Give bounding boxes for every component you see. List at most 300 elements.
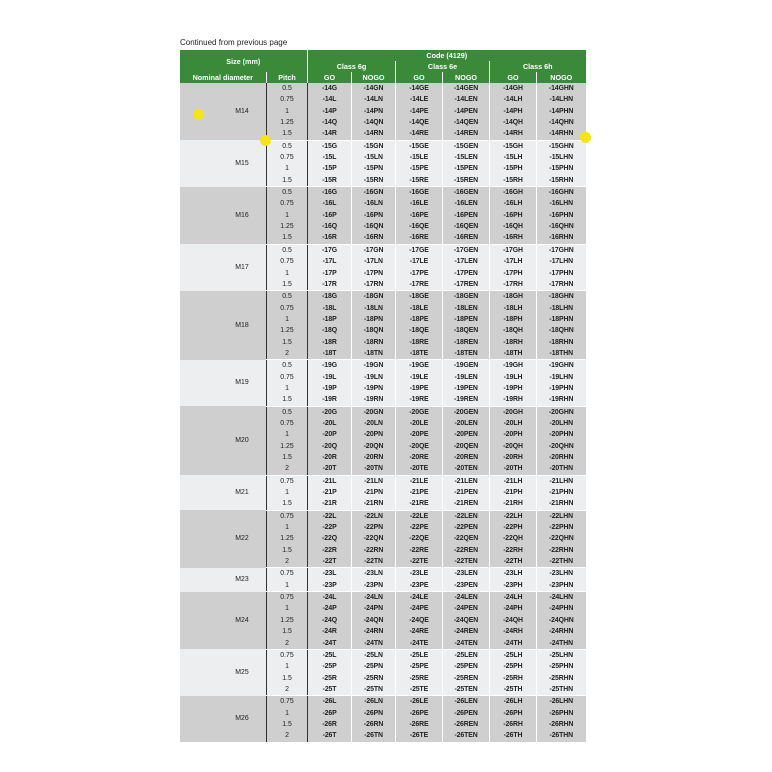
go-6h-cell: -24PH: [490, 603, 537, 614]
nogo-6e-cell: -22TEN: [443, 556, 490, 568]
pitch-cell: 1: [267, 522, 308, 533]
go-6e-cell: -21PE: [396, 487, 443, 498]
go-6e-cell: -15PE: [396, 163, 443, 174]
go-6g-cell: -22R: [308, 545, 352, 556]
nominal-diameter-cell: [180, 360, 267, 406]
pitch-cell: 2: [267, 556, 308, 568]
go-6h-cell: -14GH: [490, 83, 537, 94]
go-6e-cell: -26RE: [396, 719, 443, 730]
nogo-6g-cell: -26TN: [352, 730, 396, 742]
go-6g-cell: -20P: [308, 429, 352, 440]
nogo-6e-cell: -22QEN: [443, 533, 490, 544]
pitch-cell: 0.5: [267, 360, 308, 372]
pitch-cell: 1.5: [267, 498, 308, 510]
pitch-cell: 0.5: [267, 244, 308, 256]
nogo-6g-cell: -22PN: [352, 522, 396, 533]
nogo-6e-cell: -18GEN: [443, 291, 490, 303]
go-6g-cell: -21R: [308, 498, 352, 510]
nominal-diameter-cell: [180, 406, 267, 475]
nogo-6h-cell: -20GHN: [537, 406, 586, 418]
nogo-6g-cell: -17GN: [352, 244, 396, 256]
nominal-diameter-cell: [180, 291, 267, 360]
go-6e-cell: -25PE: [396, 661, 443, 672]
nogo-6g-cell: -14RN: [352, 128, 396, 140]
go-6h-cell: -25LH: [490, 649, 537, 661]
go-6e-cell: -17LE: [396, 256, 443, 267]
nogo-6e-cell: -19LEN: [443, 372, 490, 383]
nogo-6g-cell: -15LN: [352, 152, 396, 163]
nogo-6g-cell: -14LN: [352, 94, 396, 105]
go-6e-cell: -16LE: [396, 198, 443, 209]
go-6h-cell: -17RH: [490, 279, 537, 291]
nogo-6g-cell: -22TN: [352, 556, 396, 568]
go-6g-cell: -22P: [308, 522, 352, 533]
go-6e-cell: -15RE: [396, 175, 443, 187]
go-6h-cell: -17GH: [490, 244, 537, 256]
nogo-6g-cell: -15PN: [352, 163, 396, 174]
table-row: [180, 187, 586, 199]
nominal-diameter-cell: [180, 592, 267, 650]
go-6e-cell: -24RE: [396, 626, 443, 637]
go-6e-cell: -14PE: [396, 106, 443, 117]
nogo-6e-cell: -18TEN: [443, 348, 490, 360]
nogo-6h-cell: -16QHN: [537, 221, 586, 232]
nogo-6e-cell: -26LEN: [443, 696, 490, 708]
go-6g-cell: -20L: [308, 418, 352, 429]
pitch-cell: 0.75: [267, 475, 308, 487]
nogo-6h-cell: -21RHN: [537, 498, 586, 510]
go-6e-cell: -25LE: [396, 649, 443, 661]
nogo-6e-cell: -26REN: [443, 719, 490, 730]
nogo-6e-cell: -15LEN: [443, 152, 490, 163]
go-6g-cell: -26R: [308, 719, 352, 730]
go-6h-cell: -23LH: [490, 568, 537, 580]
nogo-6g-cell: -19PN: [352, 383, 396, 394]
nogo-6e-cell: -25PEN: [443, 661, 490, 672]
nogo-6e-cell: -17LEN: [443, 256, 490, 267]
nogo-6e-cell: -15PEN: [443, 163, 490, 174]
pitch-cell: 2: [267, 684, 308, 696]
nogo-6e-cell: -18REN: [443, 337, 490, 348]
nogo-6h-cell: -22THN: [537, 556, 586, 568]
class-6h-header: Class 6h: [490, 61, 586, 72]
nogo-6h-cell: -24LHN: [537, 592, 586, 604]
go-6h-cell: -20GH: [490, 406, 537, 418]
pitch-cell: 0.75: [267, 418, 308, 429]
pitch-cell: 1: [267, 603, 308, 614]
nogo-6g-cell: -25TN: [352, 684, 396, 696]
nogo-6h-cell: -24THN: [537, 638, 586, 650]
go-6g-cell: -14L: [308, 94, 352, 105]
nogo-6e-cell: -25TEN: [443, 684, 490, 696]
nogo-6g-cell: -24QN: [352, 615, 396, 626]
pitch-cell: 0.75: [267, 303, 308, 314]
go-6h-cell: -16QH: [490, 221, 537, 232]
go-6g-cell: -16P: [308, 210, 352, 221]
nogo-6h-cell: -14LHN: [537, 94, 586, 105]
pitch-cell: 1.25: [267, 533, 308, 544]
go-6h-cell: -26PH: [490, 708, 537, 719]
nogo-6h-cell: -23LHN: [537, 568, 586, 580]
go-6h-cell: -21LH: [490, 475, 537, 487]
go-6e-cell: -18GE: [396, 291, 443, 303]
go-6e-cell: -24TE: [396, 638, 443, 650]
nominal-diameter-label: M14: [235, 107, 249, 115]
nogo-6e-cell: -24PEN: [443, 603, 490, 614]
nominal-diameter-label: M25: [235, 668, 249, 676]
go-6h-cell: -17LH: [490, 256, 537, 267]
go-6e-cell: -20PE: [396, 429, 443, 440]
nogo-6h-cell: -26THN: [537, 730, 586, 742]
pitch-cell: 1.5: [267, 175, 308, 187]
go-6h-cell: -16GH: [490, 187, 537, 199]
go-6e-cell: -18RE: [396, 337, 443, 348]
table-body: [180, 83, 586, 742]
go-6h-cell: -24RH: [490, 626, 537, 637]
go-6e-cell: -20RE: [396, 452, 443, 463]
nogo-6h-cell: -18GHN: [537, 291, 586, 303]
nogo-6g-cell: -19LN: [352, 372, 396, 383]
nogo-6e-cell: -18QEN: [443, 325, 490, 336]
go-6h-cell: -25RH: [490, 673, 537, 684]
nogo-6e-cell: -17GEN: [443, 244, 490, 256]
nogo-6e-cell: -24TEN: [443, 638, 490, 650]
go-6h-cell: -16PH: [490, 210, 537, 221]
go-6e-cell: -21RE: [396, 498, 443, 510]
nogo-6e-cell: -24QEN: [443, 615, 490, 626]
go-6e-cell: -16QE: [396, 221, 443, 232]
go-6h-cell: -22QH: [490, 533, 537, 544]
table-row: [180, 360, 586, 372]
pitch-cell: 1: [267, 163, 308, 174]
go-6g-cell: -25T: [308, 684, 352, 696]
nogo-6h-cell: -20PHN: [537, 429, 586, 440]
nogo-6g-cell: -23PN: [352, 580, 396, 592]
nogo-6h-cell: -14RHN: [537, 128, 586, 140]
nogo-6e-cell: -20GEN: [443, 406, 490, 418]
nogo-6g-cell: -20QN: [352, 441, 396, 452]
go-6e-cell: -20LE: [396, 418, 443, 429]
go-6g-cell: -16G: [308, 187, 352, 199]
nogo-6g-cell: -26LN: [352, 696, 396, 708]
go-6g-cell: -22Q: [308, 533, 352, 544]
nogo-6e-cell: -20LEN: [443, 418, 490, 429]
go-6e-cell: -18QE: [396, 325, 443, 336]
nogo-6h-cell: -17PHN: [537, 268, 586, 279]
go-6h-cell: -14PH: [490, 106, 537, 117]
go-6e-cell: -17GE: [396, 244, 443, 256]
nogo-6e-cell: -16GEN: [443, 187, 490, 199]
go-6e-cell: -16PE: [396, 210, 443, 221]
go-6g-cell: -15R: [308, 175, 352, 187]
nogo-6e-cell: -14GEN: [443, 83, 490, 94]
size-header: Size (mm): [180, 50, 308, 72]
pitch-cell: 1.5: [267, 626, 308, 637]
nogo-6g-cell: -16QN: [352, 221, 396, 232]
pitch-cell: 1.5: [267, 128, 308, 140]
go-6h-cell: -24TH: [490, 638, 537, 650]
pitch-cell: 1: [267, 210, 308, 221]
nogo-6h-cell: -21PHN: [537, 487, 586, 498]
nogo-6e-cell: -19PEN: [443, 383, 490, 394]
nogo-6g-cell: -18QN: [352, 325, 396, 336]
class-6e-header: Class 6e: [396, 61, 490, 72]
go-6g-cell: -18G: [308, 291, 352, 303]
go-6g-cell: -18P: [308, 314, 352, 325]
go-6h-cell: -14RH: [490, 128, 537, 140]
nogo-6g-cell: -20GN: [352, 406, 396, 418]
go-6e-cell: -15LE: [396, 152, 443, 163]
nogo-6g-cell: -18GN: [352, 291, 396, 303]
nogo-6h-cell: -18RHN: [537, 337, 586, 348]
pitch-cell: 1.5: [267, 279, 308, 291]
go-6e-cell: -22QE: [396, 533, 443, 544]
nogo-6e-cell: -21PEN: [443, 487, 490, 498]
nominal-diameter-header: Nominal diameter: [180, 72, 267, 83]
nogo-6h-cell: -19LHN: [537, 372, 586, 383]
go-6g-cell: -15L: [308, 152, 352, 163]
pitch-cell: 1.25: [267, 117, 308, 128]
nogo-6h-cell: -17LHN: [537, 256, 586, 267]
go-6h-cell: -22RH: [490, 545, 537, 556]
pitch-cell: 1.5: [267, 719, 308, 730]
go-6h-cell: -22LH: [490, 510, 537, 522]
pitch-cell: 1.5: [267, 394, 308, 406]
nogo-6h-cell: -24PHN: [537, 603, 586, 614]
go-6e-cell: -18TE: [396, 348, 443, 360]
go-6h-cell: -19LH: [490, 372, 537, 383]
nominal-diameter-cell: [180, 696, 267, 742]
pitch-cell: 1.5: [267, 673, 308, 684]
go-6h-cell: -20PH: [490, 429, 537, 440]
nogo-6h-cell: -15GHN: [537, 140, 586, 152]
nogo-6e-cell: -20QEN: [443, 441, 490, 452]
pitch-cell: 2: [267, 638, 308, 650]
nominal-diameter-label: M21: [235, 489, 249, 497]
nogo-6g-cell: -26PN: [352, 708, 396, 719]
caption: Continued from previous page: [180, 38, 288, 47]
go-6h-cell: -18LH: [490, 303, 537, 314]
go-6e-cell: -19LE: [396, 372, 443, 383]
nogo-6g-cell: -20LN: [352, 418, 396, 429]
pitch-cell: 1: [267, 580, 308, 592]
nogo-6g-cell: -26RN: [352, 719, 396, 730]
pitch-cell: 0.75: [267, 372, 308, 383]
nogo-6e-cell: -26TEN: [443, 730, 490, 742]
go-6g-cell: -18L: [308, 303, 352, 314]
table-row: [180, 83, 586, 94]
go-6e-cell: -22RE: [396, 545, 443, 556]
nominal-diameter-label: M15: [235, 159, 249, 167]
nominal-diameter-cell: [180, 187, 267, 245]
go-6g-cell: -14G: [308, 83, 352, 94]
nogo-6g-cell: -25LN: [352, 649, 396, 661]
nogo-6g-cell: -25PN: [352, 661, 396, 672]
nogo-6h-cell: -18THN: [537, 348, 586, 360]
nogo-6e-cell: -17PEN: [443, 268, 490, 279]
pitch-cell: 0.75: [267, 592, 308, 604]
nogo-6h-cell: -24QHN: [537, 615, 586, 626]
go-6h-cell: -21PH: [490, 487, 537, 498]
go-6e-cell: -19PE: [396, 383, 443, 394]
table-row: [180, 592, 586, 604]
nogo-6g-cell: -20RN: [352, 452, 396, 463]
nogo-6g-cell: -22RN: [352, 545, 396, 556]
go-6g-cell: -22T: [308, 556, 352, 568]
nogo-6h-cell: -19PHN: [537, 383, 586, 394]
go-6e-cell: -14QE: [396, 117, 443, 128]
nominal-diameter-label: M18: [235, 321, 249, 329]
nogo-header: NOGO: [537, 72, 586, 83]
go-6e-cell: -25RE: [396, 673, 443, 684]
nogo-6h-cell: -26LHN: [537, 696, 586, 708]
marker-dot: [193, 109, 204, 120]
nogo-6h-cell: -22QHN: [537, 533, 586, 544]
pitch-cell: 0.75: [267, 198, 308, 209]
nominal-diameter-cell: [180, 510, 267, 568]
go-6g-cell: -24Q: [308, 615, 352, 626]
nogo-6g-cell: -24TN: [352, 638, 396, 650]
nogo-6h-cell: -22RHN: [537, 545, 586, 556]
pitch-cell: 0.75: [267, 94, 308, 105]
go-6g-cell: -16Q: [308, 221, 352, 232]
nogo-6g-cell: -14PN: [352, 106, 396, 117]
nominal-diameter-label: M17: [235, 263, 249, 271]
go-6h-cell: -15PH: [490, 163, 537, 174]
table-row: [180, 291, 586, 303]
go-6g-cell: -17R: [308, 279, 352, 291]
nogo-6h-cell: -20LHN: [537, 418, 586, 429]
go-6g-cell: -15P: [308, 163, 352, 174]
go-6g-cell: -25L: [308, 649, 352, 661]
go-6e-cell: -18LE: [396, 303, 443, 314]
nogo-6h-cell: -14GHN: [537, 83, 586, 94]
nominal-diameter-cell: [180, 244, 267, 290]
pitch-cell: 1.25: [267, 325, 308, 336]
nogo-6e-cell: -19REN: [443, 394, 490, 406]
go-6h-cell: -18QH: [490, 325, 537, 336]
go-6h-cell: -18PH: [490, 314, 537, 325]
nogo-6h-cell: -20RHN: [537, 452, 586, 463]
go-6e-cell: -16GE: [396, 187, 443, 199]
nominal-diameter-cell: [180, 568, 267, 592]
go-header: GO: [308, 72, 352, 83]
pitch-cell: 1.25: [267, 441, 308, 452]
nogo-6e-cell: -14LEN: [443, 94, 490, 105]
nogo-6g-cell: -24LN: [352, 592, 396, 604]
nogo-6g-cell: -21LN: [352, 475, 396, 487]
pitch-cell: 1: [267, 106, 308, 117]
pitch-cell: 0.5: [267, 187, 308, 199]
go-6e-cell: -17PE: [396, 268, 443, 279]
go-6h-cell: -24LH: [490, 592, 537, 604]
nogo-6e-cell: -17REN: [443, 279, 490, 291]
pitch-cell: 1: [267, 268, 308, 279]
go-6h-cell: -25TH: [490, 684, 537, 696]
nogo-6e-cell: -24LEN: [443, 592, 490, 604]
go-6g-cell: -25P: [308, 661, 352, 672]
nogo-6g-cell: -24PN: [352, 603, 396, 614]
go-6h-cell: -19PH: [490, 383, 537, 394]
go-6h-cell: -20QH: [490, 441, 537, 452]
nogo-6h-cell: -15LHN: [537, 152, 586, 163]
go-header: GO: [490, 72, 537, 83]
pitch-cell: 1.5: [267, 232, 308, 244]
pitch-cell: 0.75: [267, 256, 308, 267]
nogo-6g-cell: -21PN: [352, 487, 396, 498]
nogo-header: NOGO: [443, 72, 490, 83]
go-6e-cell: -22PE: [396, 522, 443, 533]
nogo-6g-cell: -25RN: [352, 673, 396, 684]
pitch-cell: 1: [267, 661, 308, 672]
go-6g-cell: -25R: [308, 673, 352, 684]
nogo-6h-cell: -14PHN: [537, 106, 586, 117]
table-row: [180, 475, 586, 487]
nogo-6e-cell: -23PEN: [443, 580, 490, 592]
nogo-6g-cell: -18TN: [352, 348, 396, 360]
gauge-code-table: [179, 50, 586, 743]
nogo-6e-cell: -22PEN: [443, 522, 490, 533]
pitch-cell: 0.75: [267, 649, 308, 661]
nogo-6g-cell: -16LN: [352, 198, 396, 209]
nogo-6h-cell: -16RHN: [537, 232, 586, 244]
go-6h-cell: -25PH: [490, 661, 537, 672]
go-6e-cell: -24QE: [396, 615, 443, 626]
go-6g-cell: -16L: [308, 198, 352, 209]
go-6e-cell: -14LE: [396, 94, 443, 105]
nogo-6h-cell: -14QHN: [537, 117, 586, 128]
nogo-6h-cell: -15RHN: [537, 175, 586, 187]
go-6h-cell: -21RH: [490, 498, 537, 510]
nogo-6g-cell: -21RN: [352, 498, 396, 510]
nogo-6g-cell: -16GN: [352, 187, 396, 199]
nogo-6g-cell: -20PN: [352, 429, 396, 440]
go-6h-cell: -18RH: [490, 337, 537, 348]
go-6h-cell: -16RH: [490, 232, 537, 244]
nogo-6e-cell: -16PEN: [443, 210, 490, 221]
go-6h-cell: -16LH: [490, 198, 537, 209]
go-6e-cell: -20TE: [396, 463, 443, 475]
nogo-6e-cell: -25LEN: [443, 649, 490, 661]
nogo-6h-cell: -18LHN: [537, 303, 586, 314]
nogo-6e-cell: -21REN: [443, 498, 490, 510]
go-header: GO: [396, 72, 443, 83]
nogo-6h-cell: -22LHN: [537, 510, 586, 522]
go-6g-cell: -18Q: [308, 325, 352, 336]
nogo-6h-cell: -25THN: [537, 684, 586, 696]
nogo-6h-cell: -25RHN: [537, 673, 586, 684]
nogo-6g-cell: -18LN: [352, 303, 396, 314]
go-6g-cell: -14P: [308, 106, 352, 117]
nogo-6e-cell: -23LEN: [443, 568, 490, 580]
go-6g-cell: -24T: [308, 638, 352, 650]
marker-dot: [580, 132, 591, 143]
class-6g-header: Class 6g: [308, 61, 396, 72]
nogo-6h-cell: -24RHN: [537, 626, 586, 637]
nominal-diameter-cell: [180, 140, 267, 186]
go-6g-cell: -17L: [308, 256, 352, 267]
go-6e-cell: -23PE: [396, 580, 443, 592]
nogo-6e-cell: -16REN: [443, 232, 490, 244]
nominal-diameter-label: M16: [235, 211, 249, 219]
go-6h-cell: -24QH: [490, 615, 537, 626]
nogo-6e-cell: -21LEN: [443, 475, 490, 487]
pitch-cell: 1.25: [267, 221, 308, 232]
go-6e-cell: -25TE: [396, 684, 443, 696]
go-6e-cell: -14GE: [396, 83, 443, 94]
nogo-6h-cell: -25LHN: [537, 649, 586, 661]
nogo-6g-cell: -18RN: [352, 337, 396, 348]
